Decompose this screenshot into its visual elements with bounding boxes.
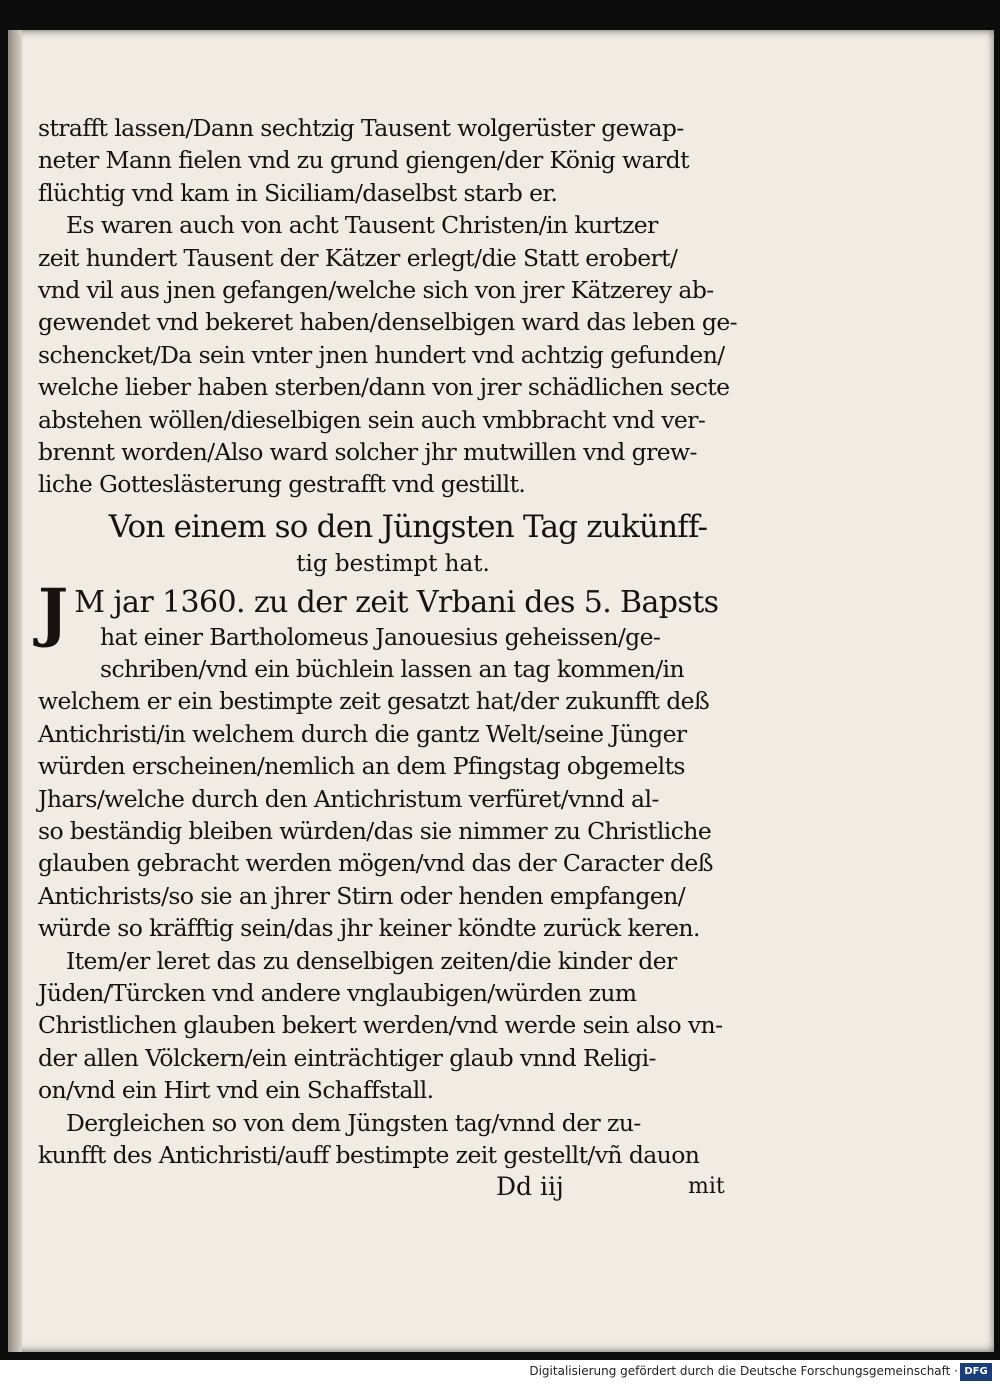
text-line: flüchtig vnd kam in Siciliam/daselbst starb er. [38,178,558,207]
dfg-logo-icon: DFG [960,1363,992,1381]
funding-credit: Digitalisierung gefördert durch die Deutsche Forschungsgemeinschaft · [529,1364,958,1378]
text-line: würden erscheinen/nemlich an dem Pfingstag obgemelts [38,752,685,781]
paragraph-2 [38,209,738,501]
text-line: glauben gebracht werden mögen/vnd das der Caracter deß [38,849,713,878]
paragraph-5 [38,1107,738,1172]
catchword: mit [688,1174,725,1200]
text-line: kunfft des Antichristi/auff bestimpte zeit gestellt/vñ dauon [38,1140,700,1169]
text-line: brennt worden/Also ward solcher jhr mutwillen vnd grew- [38,437,697,466]
text-line: neter Mann fielen vnd zu grund giengen/der König wardt [38,146,689,175]
text-line: Antichristi/in welchem durch die gantz Welt/seine Jünger [38,719,687,748]
page-gutter-shadow [8,30,22,1352]
text-line: liche Gotteslästerung gestrafft vnd gestillt. [38,470,526,499]
text-line: Christlichen glauben bekert werden/vnd werde sein also vn- [38,1011,723,1040]
page-text-block [38,112,738,1205]
section-heading-continued: tig bestimpt hat. [296,550,490,577]
paragraph-4 [38,945,738,1107]
text-line: gewendet vnd bekeret haben/denselbigen ward das leben ge- [38,308,738,337]
book-page [8,30,994,1352]
page-footer-line [38,1171,738,1205]
drop-cap-initial: J [38,574,69,650]
text-line: so beständig bleiben würden/das sie nimmer zu Christliche [38,817,712,846]
text-line: schriben/vnd ein büchlein lassen an tag kommen/in [100,655,684,684]
signature-mark: Dd iij [496,1172,564,1202]
text-line: Jüden/Türcken vnd andere vnglaubigen/würden zum [38,978,637,1007]
section-heading: Von einem so den Jüngsten Tag zukünff- [108,508,708,545]
text-line: Dergleichen so von dem Jüngsten tag/vnnd der zu- [66,1108,641,1137]
text-line: Es waren auch von acht Tausent Christen/in kurtzer [66,211,658,240]
text-line: strafft lassen/Dann sechtzig Tausent wolgerüster gewap- [38,114,684,142]
text-line: welchem er ein bestimpte zeit gesatzt hat/der zukunfft deß [38,687,710,716]
text-line: hat einer Bartholomeus Janouesius geheissen/ge- [100,622,661,651]
paragraph-3 [38,574,738,945]
text-line-first: M jar 1360. zu der zeit Vrbani des 5. Bapsts [74,584,719,620]
text-line: würde so kräfftig sein/das jhr keiner köndte zurück keren. [38,914,700,943]
text-line: welche lieber haben sterben/dann von jrer schädlichen secte [38,373,730,402]
text-line: schencket/Da sein vnter jnen hundert vnd achtzig gefunden/ [38,340,725,369]
text-line: vnd vil aus jnen gefangen/welche sich von jrer Kätzerey ab- [38,275,714,304]
text-line: zeit hundert Tausent der Kätzer erlegt/die Statt erobert/ [38,243,678,272]
text-line: der allen Völckern/ein einträchtiger glaub vnnd Religi- [38,1043,656,1072]
text-line: Item/er leret das zu denselbigen zeiten/die kinder der [66,946,677,975]
text-line: abstehen wöllen/dieselbigen sein auch vmbbracht vnd ver- [38,405,706,434]
text-line: Antichrists/so sie an jhrer Stirn oder henden empfangen/ [38,881,686,910]
text-line: on/vnd ein Hirt vnd ein Schaffstall. [38,1076,434,1105]
text-line: Jhars/welche durch den Antichristum verfüret/vnnd al- [38,784,659,813]
paragraph-1 [38,112,738,209]
